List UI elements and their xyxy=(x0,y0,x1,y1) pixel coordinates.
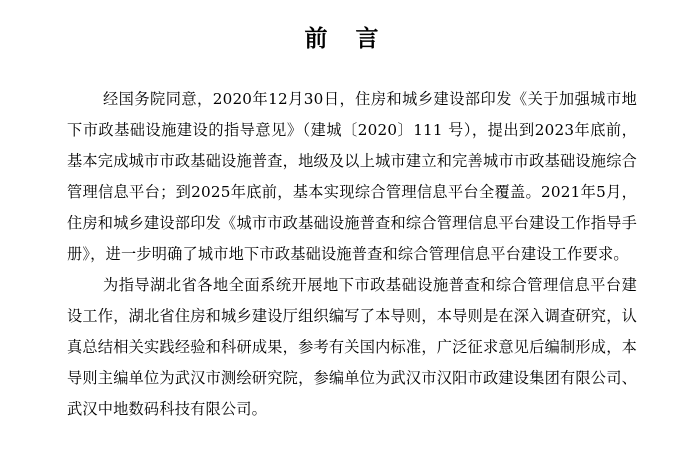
document-body xyxy=(67,84,637,425)
document-title: 前言 xyxy=(304,26,407,52)
paragraph-2: 为指导湖北省各地全面系统开展地下市政基础设施普查和综合管理信息平台建设工作，湖北省住房和城乡建设厅组织编写了本导则，本导则是在深入调查研究，认真总结相关实践经验和科研成果，参考有关国内标准，广泛征求意见后编制形成，本导则主编单位为武汉市测绘研究院，参编单位为武汉市汉阳市政建设集团有限公司、武汉中地数码科技有限公司。 xyxy=(67,276,637,418)
paragraph-1: 经国务院同意，2020年12月30日，住房和城乡建设部印发《关于加强城市地下市政基础设施建设的指导意见》（建城〔2020〕111 号），提出到2023年底前，基本完成城市市政基础设施普查，地级及以上城市建立和完善城市市政基础设施综合管理信息平台；到2025年底前，基本实现综合管理信息平台全覆盖。2021年5月，住房和城乡建设部印发《城市市政基础设施普查和综合管理信息平台建设工作指导手册》，进一步明确了城市地下市政基础设施普查和综合管理信息平台建设工作要求。 xyxy=(67,90,637,263)
